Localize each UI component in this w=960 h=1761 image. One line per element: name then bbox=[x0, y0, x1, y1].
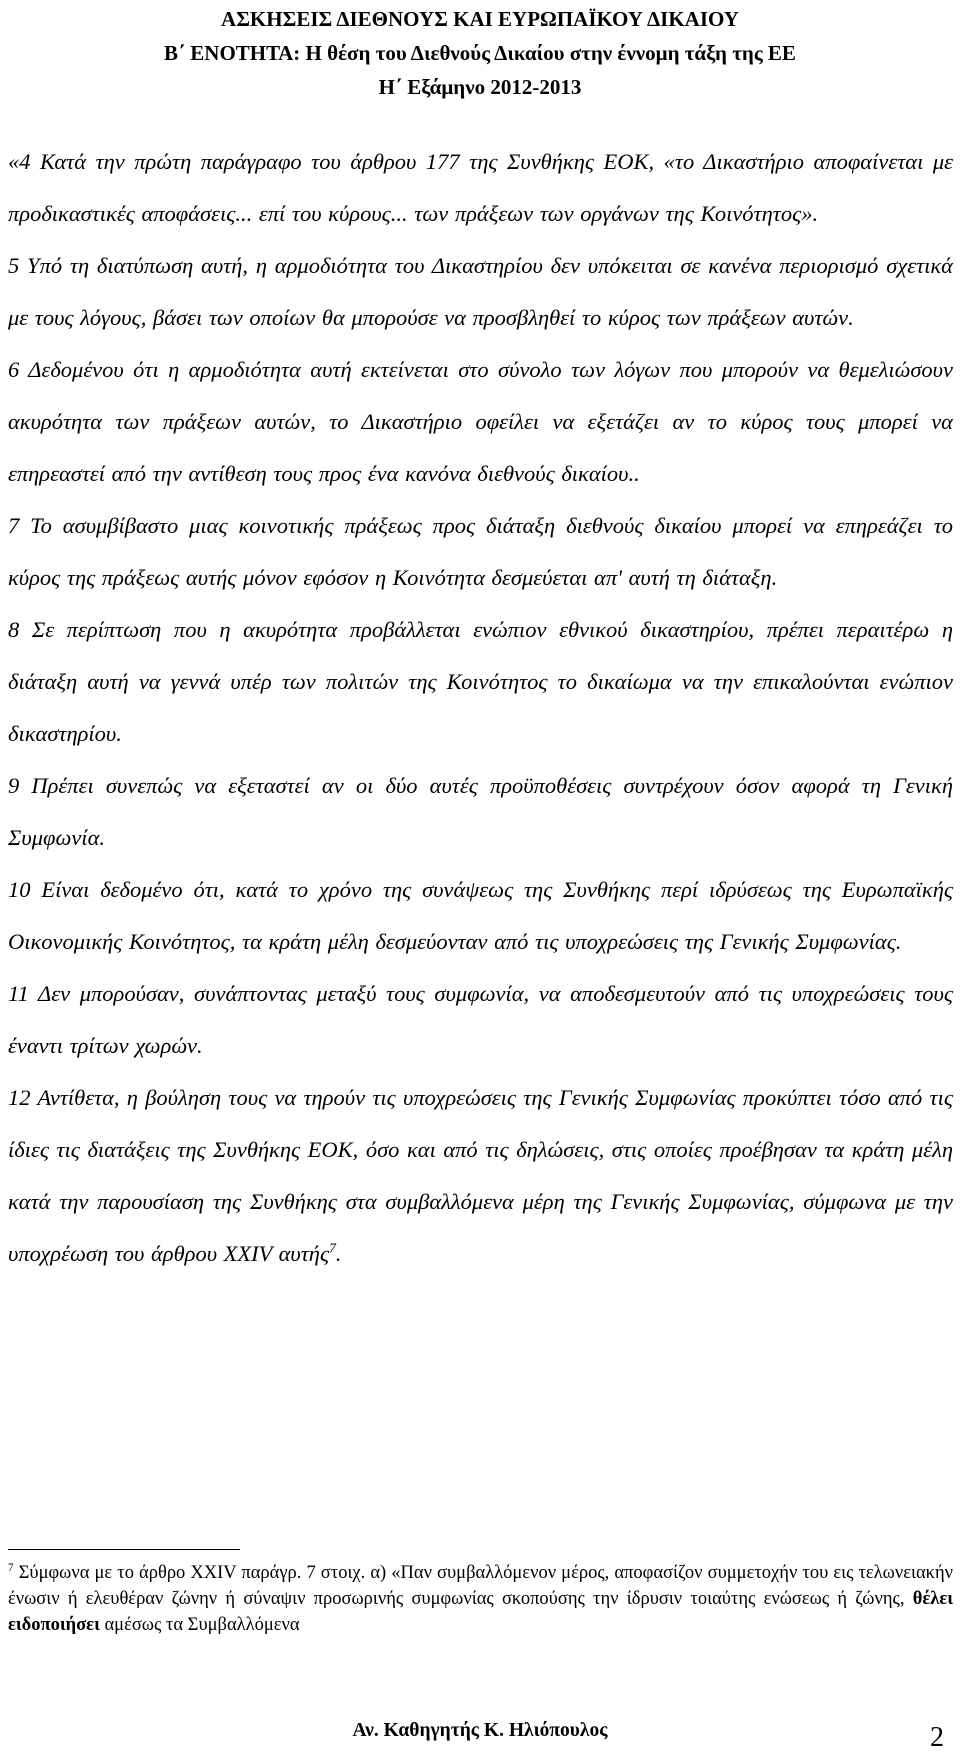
paragraph-4: «4 Κατά την πρώτη παράγραφο του άρθρου 177 της Συνθήκης ΕΟΚ, «το Δικαστήριο αποφαίνεται με προδικαστικές αποφάσεις... επί του κύρους... των πράξεων των οργάνων της Κοινότητος». bbox=[8, 149, 953, 226]
paragraph-8: 8 Σε περίπτωση που η ακυρότητα προβάλλεται ενώπιον εθνικού δικαστηρίου, πρέπει περαιτέρω η διάταξη αυτή να γεννά υπέρ των πολιτών της Κοινότητος το δικαίωμα να την επικαλούνται ενώπιον δικαστηρίου. bbox=[8, 617, 953, 746]
paragraph-7: 7 Το ασυμβίβαστο μιας κοινοτικής πράξεως προς διάταξη διεθνούς δικαίου μπορεί να επηρεάζει το κύρος της πράξεως αυτής μόνον εφόσον η Κοινότητα δεσμεύεται απ' αυτή τη διάταξη. bbox=[8, 513, 953, 590]
footnote-text-end: αμέσως τα Συμβαλλόμενα bbox=[104, 1615, 300, 1635]
footnote-number: 7 bbox=[8, 1561, 14, 1574]
paragraph-6: 6 Δεδομένου ότι η αρμοδιότητα αυτή εκτείνεται στο σύνολο των λόγων που μπορούν να θεμελιώσουν ακυρότητα των πράξεων αυτών, το Δικαστήριο οφείλει να εξετάζει αν το κύρος τους μπορεί να επηρεαστεί από την αντίθεση τους προς ένα κανόνα διεθνούς δικαίου.. bbox=[8, 357, 953, 486]
section-title: Β΄ ΕΝΟΤΗΤΑ: Η θέση του Διεθνούς Δικαίου στην έννομη τάξη της ΕΕ bbox=[164, 41, 796, 65]
footnote bbox=[8, 1560, 953, 1638]
footnote-bold-text: θέλει ειδοποιήσει bbox=[8, 1589, 953, 1635]
paragraph-10: 10 Είναι δεδομένο ότι, κατά το χρόνο της συνάψεως της Συνθήκης περί ιδρύσεως της Ευρωπαϊκής Οικονομικής Κοινότητος, τα κράτη μέλη δεσμεύονταν από τις υποχρεώσεις της Γενικής Συμφωνίας. bbox=[8, 877, 953, 954]
paragraph-12: 12 Αντίθετα, η βούληση τους να τηρούν τις υποχρεώσεις της Γενικής Συμφωνίας προκύπτει τόσο από τις ίδιες τις διατάξεις της Συνθήκης ΕΟΚ, όσο και από τις δηλώσεις, στις οποίες προέβησαν τα κράτη μέλη κατά την παρουσίαση της Συνθήκης στα συμβαλλόμενα μέρη της Γενικής Συμφωνίας, σύμφωνα με την υποχρέωση του άρθρου XXIV αυτής$^7$. bbox=[8, 1085, 953, 1266]
paragraph-9: 9 Πρέπει συνεπώς να εξεταστεί αν οι δύο αυτές προϋποθέσεις συντρέχουν όσον αφορά τη Γενική Συμφωνία. bbox=[8, 773, 953, 850]
page-number: 2 bbox=[930, 1722, 944, 1753]
semester-label: Η΄ Εξάμηνο 2012-2013 bbox=[378, 75, 582, 99]
paragraph-5: 5 Υπό τη διατύπωση αυτή, η αρμοδιότητα του Δικαστηρίου δεν υπόκειται σε κανένα περιορισμό σχετικά με τους λόγους, βάσει των οποίων θα μπορούσε να προσβληθεί το κύρος των πράξεων αυτών. bbox=[8, 253, 953, 330]
footer-author: Αν. Καθηγητής Κ. Ηλιόπουλος bbox=[352, 1720, 608, 1741]
document-header bbox=[0, 2, 960, 104]
course-title: ΑΣΚΗΣΕΙΣ ΔΙΕΘΝΟΥΣ ΚΑΙ ΕΥΡΩΠΑΪΚΟΥ ΔΙΚΑΙΟΥ bbox=[221, 7, 739, 31]
paragraph-12-text: 12 Αντίθετα, η βούληση τους να τηρούν τις υποχρεώσεις της Γενικής Συμφωνίας προκύπτει τόσο από τις ίδιες τις διατάξεις της Συνθήκης ΕΟΚ, όσο και από τις δηλώσεις, στις οποίες προέβησαν τα κράτη μέλη κατά την παρουσίαση της Συνθήκης στα συμβαλλόμενα μέρη της Γενικής Συμφωνίας, σύμφωνα με την υποχρέωση του άρθρου XXIV αυτής bbox=[8, 1085, 953, 1266]
footnote-text: Σύμφωνα με το άρθρο XXIV παράγρ. 7 στοιχ. α) «Παν συμβαλλόμενον μέρος, αποφασίζον συμμετοχήν του εις τελωνειακήν ένωσιν ή ελευθέραν ζώνην ή σύναψιν προσωρινής συμφωνίας σκοπούσης την ίδρυσιν τοιαύτης ενώσεως ή ζώνης, bbox=[8, 1563, 953, 1609]
footnote-separator bbox=[8, 1549, 240, 1550]
footnote-reference[interactable]: 7 bbox=[329, 1240, 336, 1256]
paragraph-11: 11 Δεν μπορούσαν, συνάπτοντας μεταξύ τους συμφωνία, να αποδεσμευτούν από τις υποχρεώσεις τους έναντι τρίτων χωρών. bbox=[8, 981, 953, 1058]
document-body bbox=[8, 136, 953, 1280]
